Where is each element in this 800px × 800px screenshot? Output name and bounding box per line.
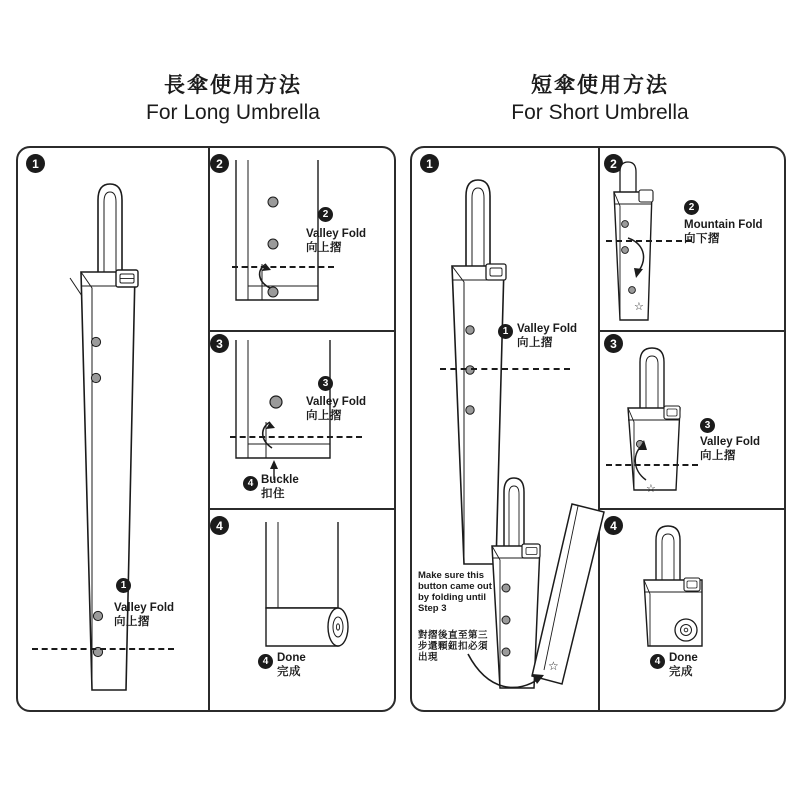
caption-short-2 xyxy=(684,219,763,246)
caption-short-2-en: Mountain Fold xyxy=(684,219,763,231)
caption-short-3-cn: 向上摺 xyxy=(700,449,736,462)
section-title-long-cn: 長傘使用方法 xyxy=(164,74,302,97)
long-step4-illustration xyxy=(240,522,380,652)
caption-bullet-short-1: 1 xyxy=(498,324,513,339)
caption-short-4-en: Done xyxy=(669,652,698,664)
caption-long-2-en: Valley Fold xyxy=(306,228,367,240)
step-bullet-short-4: 4 xyxy=(604,516,623,535)
panel-long-vertical-divider xyxy=(208,148,210,710)
caption-bullet-long-4: 4 xyxy=(258,654,273,669)
section-title-long-en: For Long Umbrella xyxy=(146,101,320,124)
caption-long-3-en: Valley Fold xyxy=(306,396,367,408)
caption-bullet-short-2: 2 xyxy=(684,200,699,215)
caption-short-4-cn: 完成 xyxy=(669,665,693,678)
panel-long-divider-1 xyxy=(208,330,396,332)
caption-long-3-cn: 向上摺 xyxy=(306,409,342,422)
caption-long-3-buckle xyxy=(261,474,299,501)
caption-long-2 xyxy=(306,228,366,255)
svg-text:☆: ☆ xyxy=(548,659,559,673)
svg-text:☆: ☆ xyxy=(634,300,644,313)
step-bullet-long-1: 1 xyxy=(26,154,45,173)
step-bullet-short-1: 1 xyxy=(420,154,439,173)
caption-bullet-long-3-buckle: 4 xyxy=(243,476,258,491)
fold-line-short-step2 xyxy=(606,240,692,242)
caption-short-1-cn: 向上摺 xyxy=(517,336,553,349)
caption-bullet-long-3: 3 xyxy=(318,376,333,391)
fold-line-long-step2 xyxy=(232,266,334,268)
caption-long-4 xyxy=(277,652,306,679)
fold-line-short-step1 xyxy=(440,368,570,370)
caption-long-3-buckle-en: Buckle xyxy=(261,474,299,486)
note-short-umbrella xyxy=(418,570,496,614)
note-short-cn: 對摺後直至第三步還顆鈕扣必須出現 xyxy=(418,630,489,663)
step-bullet-long-4: 4 xyxy=(210,516,229,535)
panel-short-divider-1 xyxy=(598,330,784,332)
caption-bullet-long-1: 1 xyxy=(116,578,131,593)
caption-long-3-buckle-cn: 扣住 xyxy=(261,487,285,500)
fold-line-long-step1 xyxy=(32,648,174,650)
caption-long-4-cn: 完成 xyxy=(277,665,301,678)
svg-text:☆: ☆ xyxy=(646,482,656,495)
caption-short-2-cn: 向下摺 xyxy=(684,232,720,245)
step-bullet-long-2: 2 xyxy=(210,154,229,173)
caption-long-1-cn: 向上摺 xyxy=(114,615,150,628)
caption-short-3 xyxy=(700,436,760,463)
step-bullet-long-3: 3 xyxy=(210,334,229,353)
caption-long-1 xyxy=(114,602,174,629)
caption-short-3-en: Valley Fold xyxy=(700,436,761,448)
caption-long-4-en: Done xyxy=(277,652,306,664)
panel-long-divider-2 xyxy=(208,508,396,510)
step-bullet-short-2: 2 xyxy=(604,154,623,173)
section-title-short-cn: 短傘使用方法 xyxy=(531,74,669,97)
section-title-short-en: For Short Umbrella xyxy=(511,101,689,124)
fold-line-long-step3 xyxy=(230,436,362,438)
note-short-umbrella-cn xyxy=(418,630,496,663)
caption-short-1 xyxy=(517,323,577,350)
section-title-long xyxy=(88,74,378,126)
step-bullet-short-3: 3 xyxy=(604,334,623,353)
note-short-en: Make sure this button came out by folding until Step 3 xyxy=(418,570,492,614)
caption-bullet-short-4: 4 xyxy=(650,654,665,669)
section-title-short xyxy=(455,74,745,126)
caption-short-1-en: Valley Fold xyxy=(517,323,578,335)
caption-short-4 xyxy=(669,652,698,679)
short-step4-illustration xyxy=(626,520,746,660)
caption-bullet-long-2: 2 xyxy=(318,207,333,222)
caption-bullet-short-3: 3 xyxy=(700,418,715,433)
caption-long-3 xyxy=(306,396,366,423)
fold-line-short-step3 xyxy=(606,464,698,466)
caption-long-2-cn: 向上摺 xyxy=(306,241,342,254)
caption-long-1-en: Valley Fold xyxy=(114,602,175,614)
